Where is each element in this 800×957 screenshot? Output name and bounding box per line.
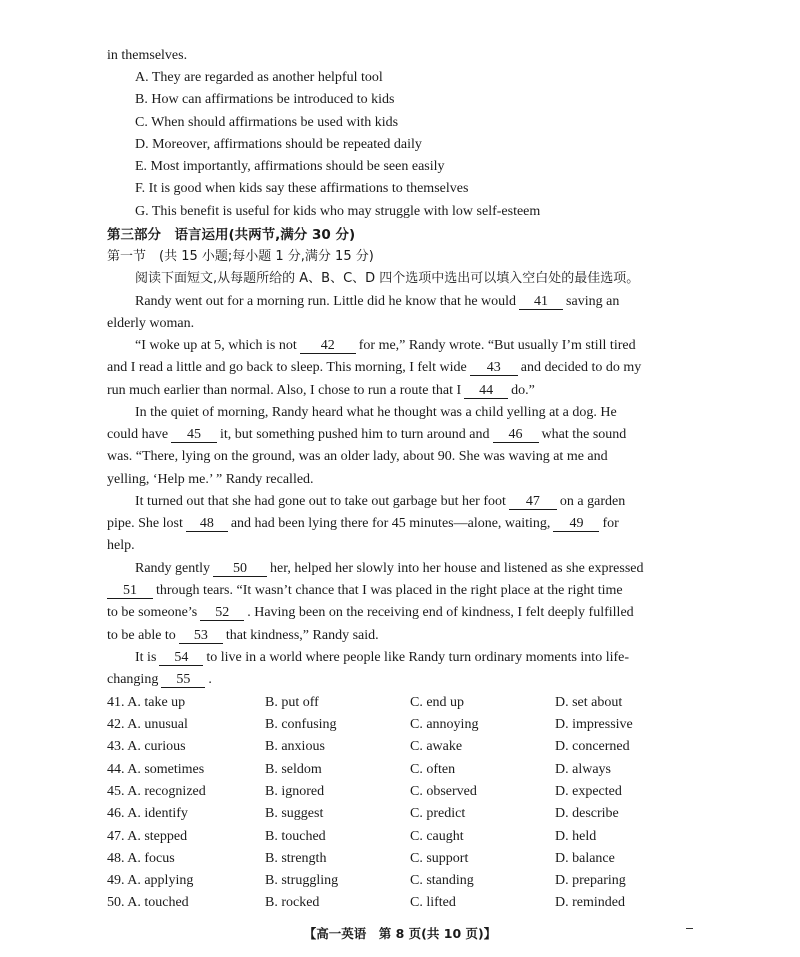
- instruction-text: 阅读下面短文,从每题所给的 A、B、C、D 四个选项中选出可以填入空白处的最佳选项。: [135, 271, 640, 286]
- question-42-option-b: B. confusing: [265, 717, 337, 732]
- footer-mark: [686, 928, 693, 929]
- question-50-option-b: B. rocked: [265, 895, 320, 910]
- question-43-option-b: B. anxious: [265, 739, 325, 754]
- question-45-option-a: 45. A. recognized: [107, 784, 206, 799]
- blank-41: 41: [519, 294, 563, 310]
- blank-43: 43: [470, 360, 518, 376]
- passage-line: was. “There, lying on the ground, was an older lady, about 90. She was waving at me and: [107, 449, 608, 464]
- question-42-option-a: 42. A. unusual: [107, 717, 188, 732]
- question-41-option-d: D. set about: [555, 695, 623, 710]
- passage-line: and I read a little and go back to sleep. This morning, I felt wide 43 and decided to do my: [107, 360, 642, 375]
- passage-line: elderly woman.: [107, 316, 195, 331]
- blank-46: 46: [493, 427, 539, 443]
- question-48-option-d: D. balance: [555, 851, 615, 866]
- question-47-option-c: C. caught: [410, 829, 464, 844]
- question-44-option-a: 44. A. sometimes: [107, 762, 205, 777]
- passage-line: Randy went out for a morning run. Little did he know that he would 41 saving an: [135, 294, 620, 309]
- part-three-heading: 第三部分 语言运用(共两节,满分 30 分): [107, 227, 356, 243]
- question-44-option-c: C. often: [410, 762, 456, 777]
- passage-line: could have 45 it, but something pushed him to turn around and 46 what the sound: [107, 427, 627, 442]
- question-43-option-d: D. concerned: [555, 739, 630, 754]
- blank-51: 51: [107, 583, 153, 599]
- option-e: E. Most importantly, affirmations should be seen easily: [135, 159, 445, 174]
- blank-45: 45: [171, 427, 217, 443]
- option-a: A. They are regarded as another helpful tool: [135, 70, 383, 85]
- blank-47: 47: [509, 494, 557, 510]
- question-50-option-d: D. reminded: [555, 895, 625, 910]
- blank-42: 42: [300, 338, 356, 354]
- blank-54: 54: [159, 650, 203, 666]
- blank-52: 52: [200, 605, 244, 621]
- question-47-option-a: 47. A. stepped: [107, 829, 188, 844]
- blank-48: 48: [186, 516, 228, 532]
- question-48-option-c: C. support: [410, 851, 469, 866]
- question-47-option-b: B. touched: [265, 829, 326, 844]
- blank-44: 44: [464, 383, 508, 399]
- passage-line: help.: [107, 538, 135, 553]
- blank-50: 50: [213, 561, 267, 577]
- question-45-option-d: D. expected: [555, 784, 622, 799]
- passage-fragment: in themselves.: [107, 48, 188, 63]
- passage-line: run much earlier than normal. Also, I chose to run a route that I 44 do.”: [107, 383, 535, 398]
- question-48-option-b: B. strength: [265, 851, 327, 866]
- page-footer: 【高一英语 第 8 页(共 10 页)】: [303, 926, 497, 941]
- question-46-option-c: C. predict: [410, 806, 466, 821]
- passage-line: pipe. She lost 48 and had been lying there for 45 minutes—alone, waiting, 49 for: [107, 516, 619, 531]
- blank-55: 55: [161, 672, 205, 688]
- question-47-option-d: D. held: [555, 829, 597, 844]
- passage-line: In the quiet of morning, Randy heard what he thought was a child yelling at a dog. He: [135, 405, 617, 420]
- passage-line: to be someone’s 52 . Having been on the receiving end of kindness, I felt deeply fulfilled: [107, 605, 634, 620]
- question-49-option-b: B. struggling: [265, 873, 339, 888]
- question-42-option-c: C. annoying: [410, 717, 479, 732]
- passage-line: It is 54 to live in a world where people like Randy turn ordinary moments into life-: [135, 650, 630, 665]
- passage-line: Randy gently 50 her, helped her slowly into her house and listened as she expressed: [135, 561, 644, 576]
- question-48-option-a: 48. A. focus: [107, 851, 175, 866]
- question-49-option-d: D. preparing: [555, 873, 626, 888]
- question-46-option-b: B. suggest: [265, 806, 324, 821]
- section-one-heading: 第一节 (共 15 小题;每小题 1 分,满分 15 分): [107, 249, 374, 264]
- option-d: D. Moreover, affirmations should be repeated daily: [135, 137, 422, 152]
- option-b: B. How can affirmations be introduced to kids: [135, 92, 395, 107]
- question-50-option-a: 50. A. touched: [107, 895, 189, 910]
- question-43-option-a: 43. A. curious: [107, 739, 186, 754]
- passage-line: yelling, ‘Help me.’ ” Randy recalled.: [107, 472, 314, 487]
- question-42-option-d: D. impressive: [555, 717, 633, 732]
- passage-line: “I woke up at 5, which is not 42 for me,” Randy wrote. “But usually I’m still tired: [135, 338, 636, 353]
- question-49-option-c: C. standing: [410, 873, 474, 888]
- question-41-option-b: B. put off: [265, 695, 319, 710]
- question-44-option-d: D. always: [555, 762, 611, 777]
- question-45-option-c: C. observed: [410, 784, 477, 799]
- question-50-option-c: C. lifted: [410, 895, 456, 910]
- option-g: G. This benefit is useful for kids who may struggle with low self-esteem: [135, 204, 541, 219]
- question-46-option-a: 46. A. identify: [107, 806, 188, 821]
- passage-line: changing 55 .: [107, 672, 212, 687]
- question-45-option-b: B. ignored: [265, 784, 325, 799]
- blank-49: 49: [553, 516, 599, 532]
- question-41-option-a: 41. A. take up: [107, 695, 186, 710]
- question-44-option-b: B. seldom: [265, 762, 322, 777]
- question-41-option-c: C. end up: [410, 695, 465, 710]
- passage-line: 51 through tears. “It wasn’t chance that I was placed in the right place at the right time: [107, 582, 623, 600]
- passage-line: to be able to 53 that kindness,” Randy said.: [107, 628, 379, 643]
- passage-line: It turned out that she had gone out to take out garbage but her foot 47 on a garden: [135, 494, 626, 509]
- option-f: F. It is good when kids say these affirmations to themselves: [135, 181, 469, 196]
- option-c: C. When should affirmations be used with kids: [135, 115, 399, 130]
- blank-53: 53: [179, 628, 223, 644]
- question-43-option-c: C. awake: [410, 739, 463, 754]
- question-49-option-a: 49. A. applying: [107, 873, 194, 888]
- question-46-option-d: D. describe: [555, 806, 619, 821]
